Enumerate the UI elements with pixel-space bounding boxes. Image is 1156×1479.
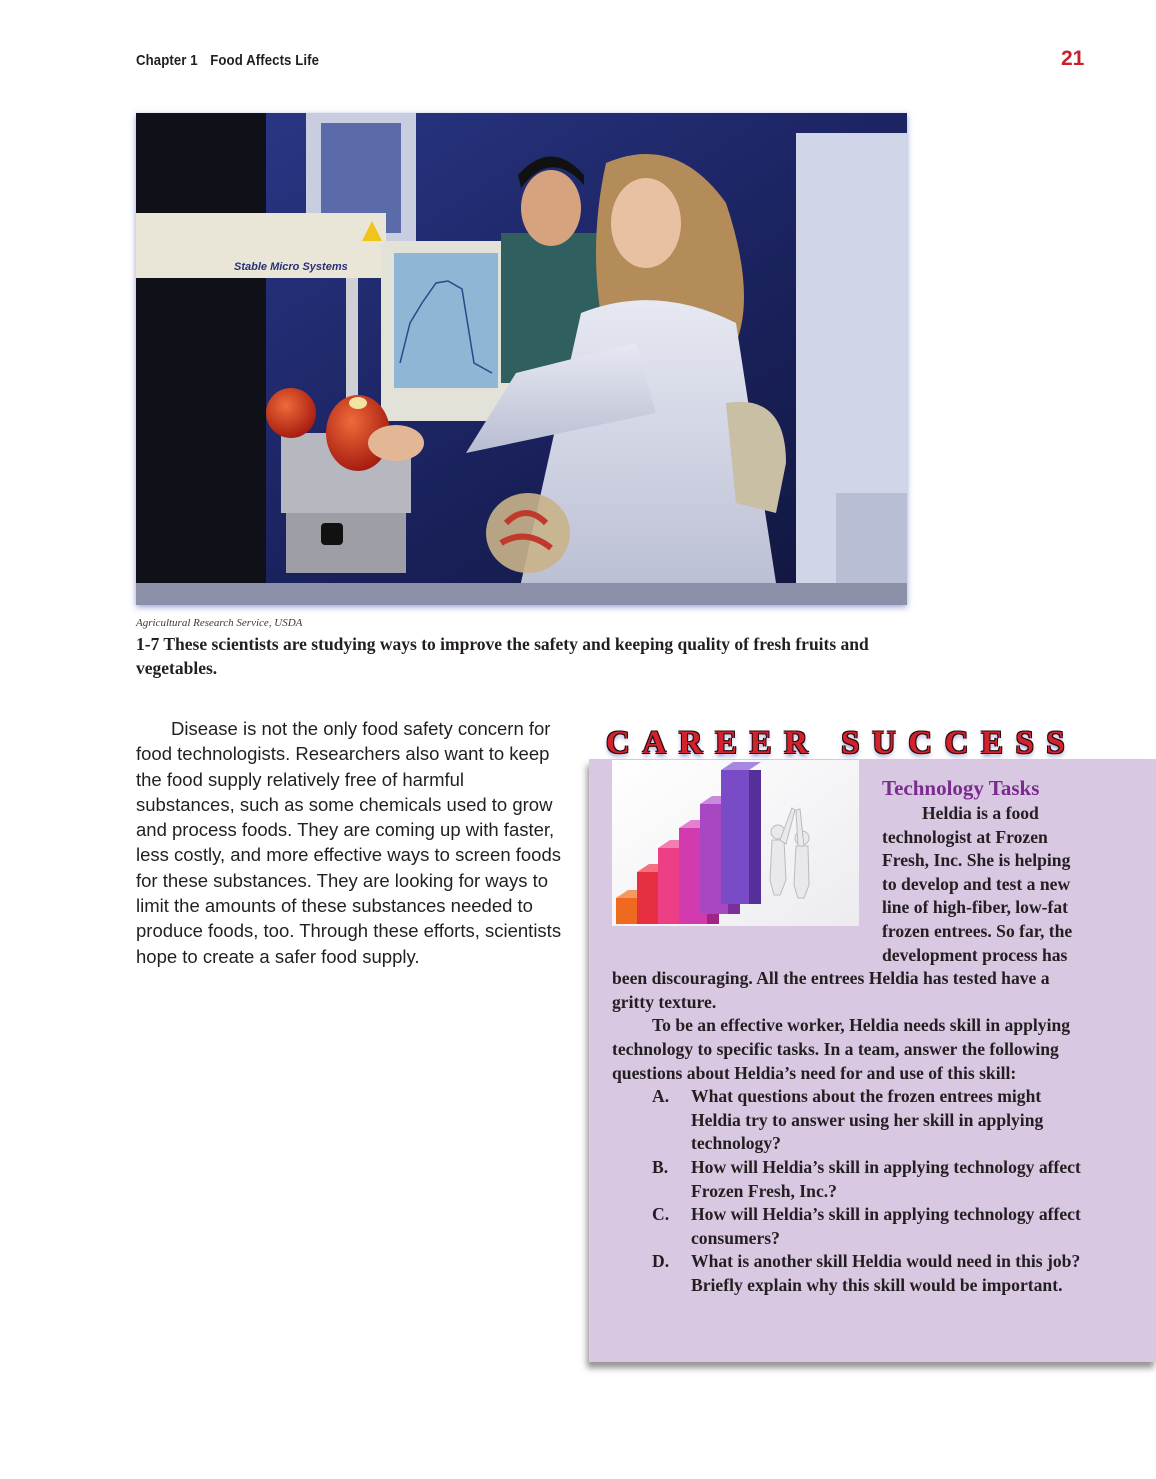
question-text: How will Heldia’s skill in applying technology affect consumers?	[691, 1204, 1081, 1248]
body-text	[136, 716, 566, 969]
page-number: 21	[1061, 47, 1085, 70]
body-paragraph: Disease is not the only food safety concern for food technologists. Researchers also want to keep the food supply relatively free of harmful substances, such as some chemicals used to grow and process foods. They are coming up with faster, less costly, and more effective ways to screen foods for these substances. They are looking for ways to limit the amounts of these substances needed to produce foods, too. Through these efforts, scientists hope to create a safer food supply.	[136, 718, 562, 967]
question-item	[652, 1250, 1082, 1297]
question-letter: B.	[652, 1156, 669, 1177]
running-head	[136, 52, 319, 69]
question-text: What is another skill Heldia would need in this job? Briefly explain why this skill would be important.	[691, 1251, 1081, 1295]
question-item	[652, 1203, 1082, 1250]
career-success-banner: CAREER SUCCESS	[606, 725, 1078, 761]
question-letter: C.	[652, 1204, 670, 1225]
chapter-label: Chapter 1	[136, 52, 198, 69]
career-heading: Technology Tasks	[882, 776, 1040, 800]
career-instructions: To be an effective worker, Heldia needs skill in applying technology to specific tasks. In a team, answer the following questions about Heldia’s need for and use of this skill:	[612, 1015, 1071, 1083]
photo-credit: Agricultural Research Service, USDA	[136, 617, 303, 629]
lab-scientists-photo	[136, 113, 907, 605]
career-intro: Heldia is a food technologist at Frozen Fresh, Inc. She is helping to develop and test a new line of high-fiber, low-fat frozen entrees. So far, the development process has been discouraging. All the entrees Heldia has tested have a gritty texture.	[612, 803, 1073, 1012]
question-letter: D.	[652, 1251, 670, 1272]
question-item	[652, 1085, 1082, 1156]
equipment-label: Stable Micro Systems	[234, 261, 348, 273]
question-list	[652, 1085, 1082, 1297]
figure-caption: 1-7 These scientists are studying ways to improve the safety and keeping quality of fresh fruits and vegetables.	[136, 634, 869, 678]
question-item	[652, 1156, 1082, 1203]
question-text: How will Heldia’s skill in applying technology affect Frozen Fresh, Inc.?	[691, 1156, 1081, 1201]
question-text: What questions about the frozen entrees might Heldia try to answer using her skill in applying technology?	[691, 1086, 1044, 1154]
chapter-title: Food Affects Life	[210, 52, 320, 69]
career-success-content	[612, 775, 1082, 1297]
image-float-spacer	[612, 775, 882, 967]
question-letter: A.	[652, 1086, 670, 1107]
